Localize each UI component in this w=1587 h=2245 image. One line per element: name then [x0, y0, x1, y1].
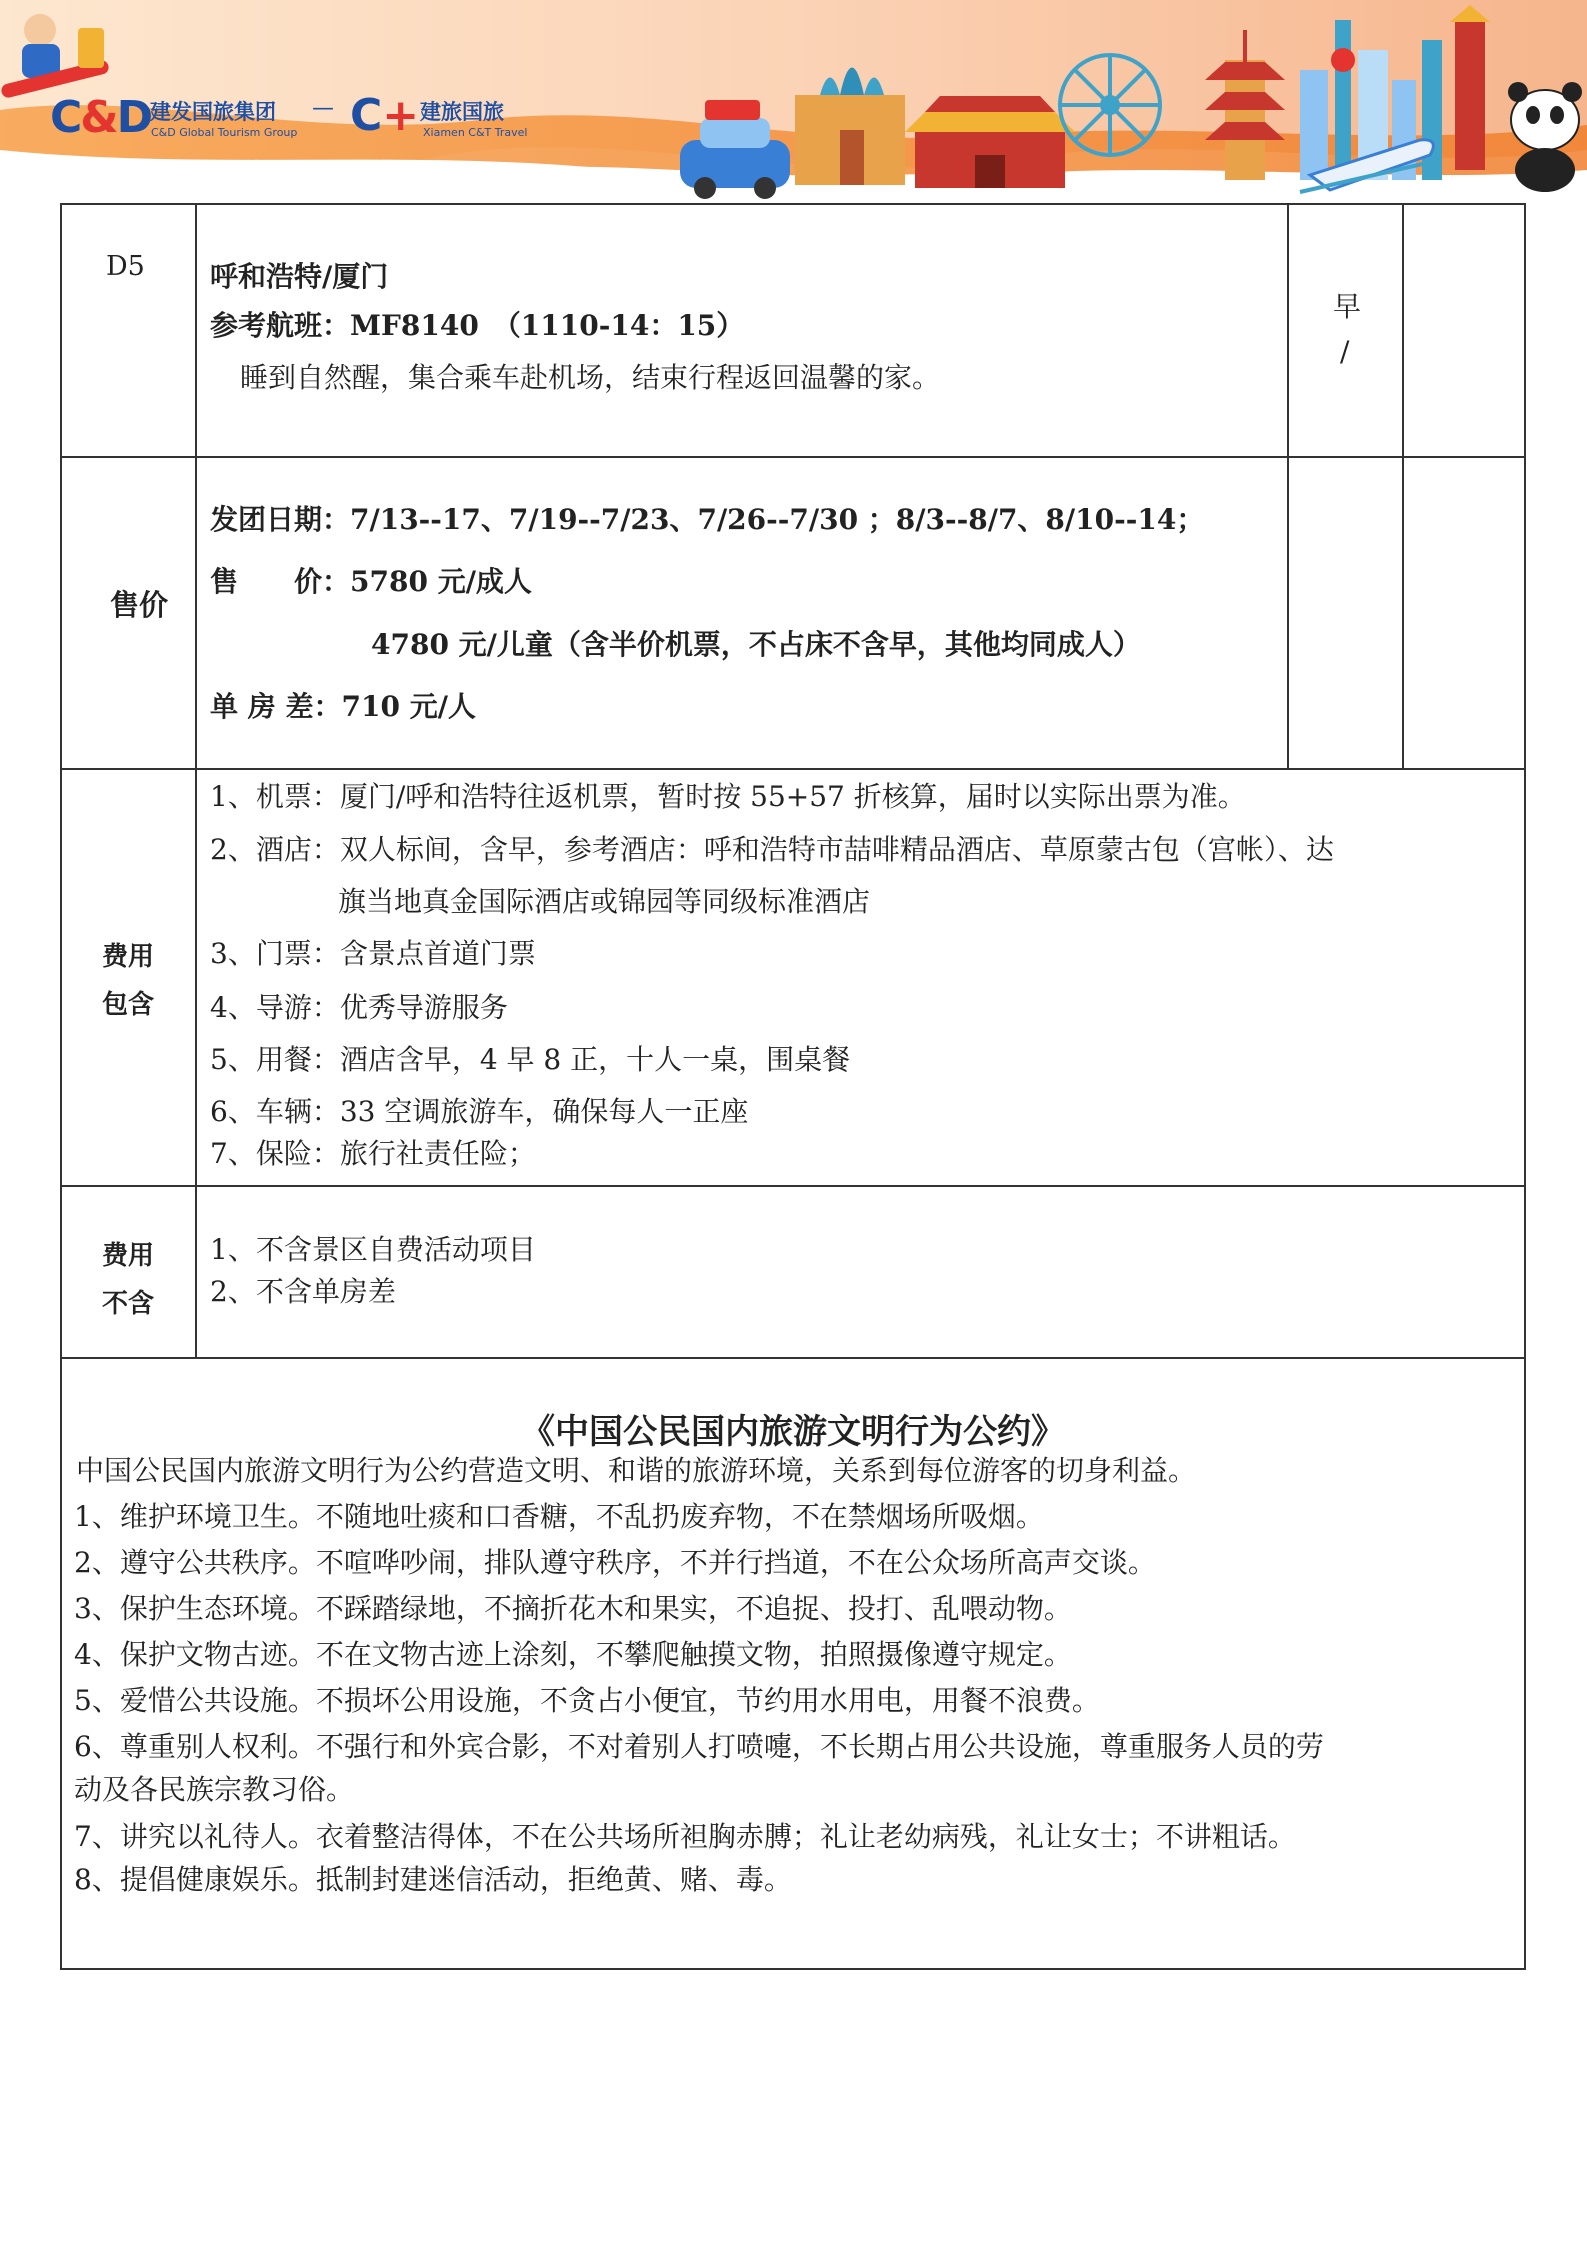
- day-code: D5: [106, 251, 145, 282]
- gate-illustration: [905, 96, 1075, 188]
- ct-brand-name: 建旅国旅: [420, 100, 504, 124]
- conduct-line: 1、维护环境卫生。不随地吐痰和口香糖，不乱扔废弃物，不在禁烟场所吸烟。: [74, 1500, 1044, 1533]
- cd-brand-english: C&D Global Tourism Group: [151, 126, 298, 139]
- include-item: 1、机票：厦门/呼和浩特往返机票，暂时按 55+57 折核算，届时以实际出票为准。: [210, 780, 1246, 813]
- conduct-line: 4、保护文物古迹。不在文物古迹上涂刻，不攀爬触摸文物，拍照摄像遵守规定。: [74, 1638, 1072, 1671]
- brand-separator: —: [312, 96, 334, 121]
- day-description: 睡到自然醒，集合乘车赴机场，结束行程返回温馨的家。: [240, 361, 941, 394]
- conduct-line: 动及各民族宗教习俗。: [74, 1773, 355, 1806]
- ferris-wheel-illustration: [1060, 55, 1160, 155]
- conduct-line: 8、提倡健康娱乐。抵制封建迷信活动，拒绝黄、赌、毒。: [74, 1863, 792, 1896]
- adult-price-value: 5780 元/成人: [350, 565, 532, 598]
- table-border: [60, 1357, 1526, 1359]
- table-border: [1287, 203, 1289, 770]
- table-border: [195, 203, 197, 1359]
- table-border: [60, 203, 62, 1970]
- include-item: 5、用餐：酒店含早，4 早 8 正，十人一桌，围桌餐: [210, 1043, 851, 1076]
- include-item: 2、酒店：双人标间，含早，参考酒店：呼和浩特市喆啡精品酒店、草原蒙古包（宫帐）、达: [210, 833, 1334, 866]
- exclude-item: 2、不含单房差: [210, 1275, 396, 1308]
- meal-breakfast: 早: [1333, 290, 1362, 323]
- adult-price: [210, 563, 532, 601]
- ct-brand-english: Xiamen C&T Travel: [423, 126, 528, 139]
- conduct-line: 2、遵守公共秩序。不喧哗吵闹，排队遵守秩序，不并行挡道，不在公众场所高声交谈。: [74, 1546, 1156, 1579]
- child-price: 4780 元/儿童（含半价机票，不占床不含早，其他均同成人）: [371, 628, 1141, 661]
- include-item: 旗当地真金国际酒店或锦园等同级标准酒店: [338, 885, 871, 918]
- excludes-label-line1: 费用: [102, 1241, 155, 1271]
- conduct-line: 7、讲究以礼待人。衣着整洁得体，不在公共场所袒胸赤膊；礼让老幼病残，礼让女士；不讲粗话。: [74, 1820, 1296, 1853]
- table-border: [1402, 203, 1404, 770]
- conduct-line: 5、爱惜公共设施。不损坏公用设施，不贪占小便宜，节约用水用电，用餐不浪费。: [74, 1684, 1100, 1717]
- price-label: 售价: [110, 588, 169, 622]
- include-item: 6、车辆：33 空调旅游车，确保每人一正座: [210, 1095, 749, 1128]
- cd-brand-name: 建发国旅集团: [150, 100, 276, 124]
- table-border: [60, 1968, 1526, 1970]
- day-route: 呼和浩特/厦门: [210, 260, 389, 293]
- include-item: 3、门票：含景点首道门票: [210, 937, 536, 970]
- adult-price-label: 售 价：: [210, 565, 351, 598]
- conduct-title: 《中国公民国内旅游文明行为公约》: [521, 1412, 1065, 1452]
- table-border: [60, 456, 1526, 458]
- header-banner: [0, 0, 1587, 200]
- includes-label-line2: 包含: [102, 990, 155, 1020]
- includes-label-line1: 费用: [102, 942, 155, 972]
- meal-lunch: /: [1340, 335, 1350, 368]
- cd-logo: C&D: [50, 92, 152, 143]
- flight-info: 参考航班：MF8140 （1110-14：15）: [210, 309, 745, 342]
- itinerary-table: [60, 203, 1526, 1970]
- table-border: [60, 1185, 1526, 1187]
- conduct-line: 3、保护生态环境。不踩踏绿地，不摘折花木和果实，不追捉、投打、乱喂动物。: [74, 1592, 1072, 1625]
- table-border: [1524, 203, 1526, 1970]
- exclude-item: 1、不含景区自费活动项目: [210, 1233, 536, 1266]
- single-supplement-value: 710 元/人: [341, 690, 476, 723]
- table-border: [60, 768, 1526, 770]
- panda-illustration: [1508, 82, 1582, 192]
- table-border: [60, 203, 1526, 205]
- conduct-line: 中国公民国内旅游文明行为公约营造文明、和谐的旅游环境，关系到每位游客的切身利益。: [76, 1454, 1197, 1487]
- departure-dates: 发团日期：7/13--17、7/19--7/23、7/26--7/30 ；8/3--8/7、8/10--14；: [210, 503, 1205, 536]
- single-supplement-label: 单 房 差：: [210, 690, 342, 723]
- include-item: 4、导游：优秀导游服务: [210, 991, 508, 1024]
- excludes-label-line2: 不含: [102, 1289, 155, 1319]
- include-item: 7、保险：旅行社责任险；: [210, 1137, 536, 1170]
- conduct-line: 6、尊重别人权利。不强行和外宾合影，不对着别人打喷嚏，不长期占用公共设施，尊重服务人员的劳: [74, 1730, 1324, 1763]
- single-supplement: [210, 688, 476, 726]
- ct-logo: C+: [350, 90, 420, 141]
